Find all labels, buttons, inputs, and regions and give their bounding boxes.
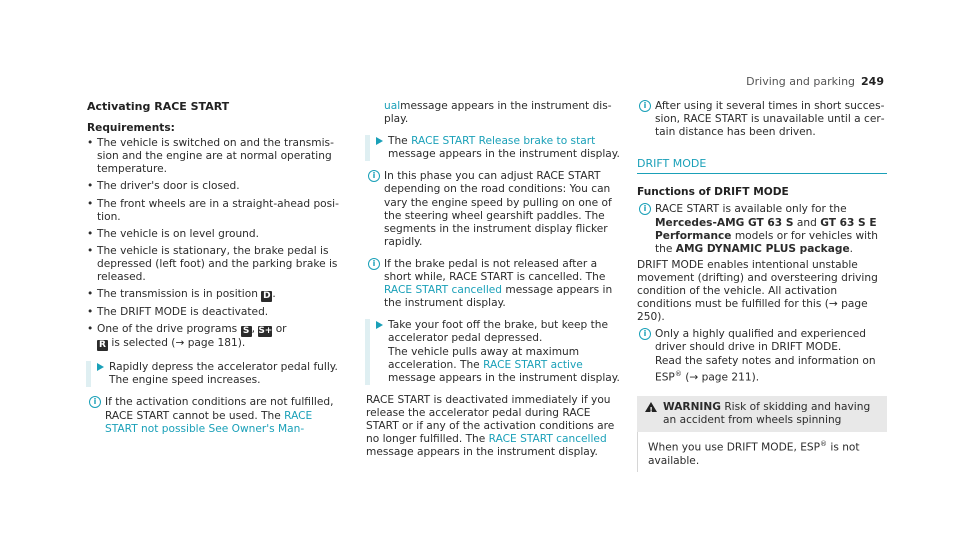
continuation-text — [366, 100, 621, 126]
drift-mode-section-title: DRIFT MODE — [637, 157, 887, 174]
note-end: . — [849, 242, 854, 255]
display-message: RACE START Release brake to start — [411, 135, 596, 148]
paragraph-text: RACE START is deactivated immediately if you release the accelerator pedal during RACE START or if any of the activation conditions are no longer fulfilled. The — [366, 393, 615, 446]
column-1 — [87, 100, 344, 445]
paragraph-text: DRIFT MODE enables intentional unstable movement (drifting) and oversteering driving condition of the vehicle. All activation conditions must be fulfilled for this ( — [637, 258, 878, 311]
list-item — [87, 323, 344, 351]
column-2 — [366, 100, 621, 468]
section-name: Driving and parking — [746, 75, 856, 88]
note-5 — [637, 203, 887, 255]
reference-open: ( — [685, 371, 690, 384]
info-icon: i — [368, 258, 380, 270]
registered-mark: ® — [674, 369, 682, 378]
warning-header — [637, 396, 887, 432]
page-number: 249 — [861, 75, 884, 88]
note-text: Only a highly qualified and experienced driver should drive in DRIFT MODE. — [655, 328, 867, 354]
note-text: If the activation conditions are not fulfilled, RACE START cannot be used. The — [105, 396, 334, 422]
transmission-d-icon: D — [263, 291, 271, 302]
drift-mode-paragraph — [637, 259, 887, 324]
display-message: RACE START not possible See Owner's Man- — [105, 409, 313, 435]
note-text: RACE START is available only for the — [655, 203, 847, 216]
list-item-tail: . — [272, 288, 276, 301]
warning-body-text: When you use DRIFT MODE, ESP — [648, 441, 820, 454]
warning-box — [637, 396, 887, 472]
page-reference[interactable]: page 250 — [637, 298, 868, 324]
display-message: RACE START cancelled — [384, 284, 502, 297]
note-text: After using it several times in short succession, RACE START is unavailable until a certain distance has been driven. — [655, 100, 885, 139]
step-text: The — [388, 135, 408, 148]
note-3 — [366, 258, 621, 310]
separator: , — [251, 323, 255, 336]
warning-text: Risk of skidding and having an accident from wheels spinning — [663, 401, 871, 427]
note-1 — [87, 396, 344, 435]
package-name: AMG DYNAMIC PLUS package — [675, 242, 850, 255]
step-text: Rapidly depress the accelerator pedal fully. — [109, 361, 338, 374]
paragraph-text: message appears in the instrument display. — [384, 100, 612, 126]
registered-mark: ® — [820, 440, 827, 449]
info-icon: i — [639, 100, 651, 112]
column-3 — [637, 100, 887, 472]
deactivation-paragraph — [366, 394, 621, 459]
note-text: message appears in the instrument display. — [384, 284, 613, 310]
step-result: The engine speed increases. — [109, 374, 261, 387]
list-item: • The vehicle is switched on and the transmission and the engine are at normal operating temperature. — [87, 137, 344, 176]
step-result: The vehicle pulls away at maximum acceleration. The — [388, 345, 580, 371]
list-item: • The vehicle is on level ground. — [87, 228, 344, 241]
list-item-text: One of the drive programs — [97, 323, 238, 336]
note-6 — [637, 328, 887, 384]
step-block — [365, 135, 621, 161]
reference-arrow-icon: → — [689, 371, 699, 384]
program-tail: is selected ( — [111, 337, 176, 350]
functions-title: Functions of DRIFT MODE — [637, 186, 789, 199]
reference-end: ). — [657, 311, 665, 324]
reference-end: ). — [751, 371, 760, 384]
step-result: message appears in the instrument display. — [388, 371, 620, 384]
list-item — [87, 288, 344, 302]
warning-body-text: is not available. — [648, 441, 860, 468]
warning-label: WARNING — [663, 401, 721, 414]
list-item: • The DRIFT MODE is deactivated. — [87, 306, 344, 319]
list-item-text: The transmission is in position — [97, 288, 258, 301]
display-message: RACE START active — [483, 358, 583, 371]
list-item: • The front wheels are in a straight-ahead position. — [87, 198, 344, 224]
note-text: In this phase you can adjust RACE START depending on the road conditions: You can vary the engine speed by pulling on one of the steering wheel gearshift paddles. The segments in the instrument display flicker rapidly. — [384, 170, 612, 248]
info-icon: i — [639, 203, 651, 215]
note-text: Read the safety notes and information on ESP — [655, 354, 876, 384]
reference-arrow-icon: → — [828, 298, 838, 311]
info-icon: i — [368, 170, 380, 182]
step-arrow-icon — [376, 321, 383, 329]
note-text: models or for vehicles with the — [655, 229, 878, 255]
step-arrow-icon — [97, 363, 104, 371]
page-reference[interactable]: page 211 — [701, 371, 752, 384]
drive-program-race-icon: R — [97, 340, 108, 351]
warning-exclamation-icon: ! — [649, 406, 653, 415]
note-text: and — [796, 216, 817, 229]
paragraph-text: message appears in the instrument display. — [366, 446, 598, 459]
step-arrow-icon — [376, 137, 383, 145]
reference-arrow-icon: → — [175, 337, 185, 350]
reference-end: ). — [237, 337, 246, 350]
display-message: RACE START cancelled — [488, 433, 607, 446]
display-message: ual — [384, 100, 401, 112]
drive-program-s-plus-icon: S+ — [258, 326, 273, 337]
activating-title: Activating RACE START — [87, 100, 230, 113]
step-1 — [91, 361, 344, 387]
step-text: Take your foot off the brake, but keep the accelerator pedal depressed. — [388, 319, 608, 345]
note-text: If the brake pedal is not released after a short while, RACE START is cancelled. The — [384, 257, 606, 284]
info-icon: i — [89, 396, 101, 408]
step-2 — [370, 135, 621, 161]
model-name: GT 63 S E Performance — [655, 216, 877, 242]
or-text: or — [275, 323, 287, 336]
note-4 — [637, 100, 887, 139]
warning-body — [637, 432, 887, 472]
requirements-label: Requirements: — [87, 122, 175, 135]
page-reference[interactable]: page 181 — [187, 337, 238, 350]
drive-program-s-icon: S — [241, 326, 252, 337]
step-3 — [370, 319, 621, 384]
step-block — [365, 319, 621, 384]
model-name: Mercedes-AMG GT 63 S — [655, 216, 794, 229]
step-block — [86, 361, 344, 387]
note-2 — [366, 170, 621, 249]
requirements-list — [87, 137, 344, 351]
step-text: message appears in the instrument display. — [388, 148, 620, 161]
list-item: • The driver's door is closed. — [87, 180, 344, 193]
page-header — [746, 75, 884, 88]
list-item: • The vehicle is stationary, the brake pedal is depressed (left foot) and the parking brake is released. — [87, 245, 344, 284]
info-icon: i — [639, 328, 651, 340]
